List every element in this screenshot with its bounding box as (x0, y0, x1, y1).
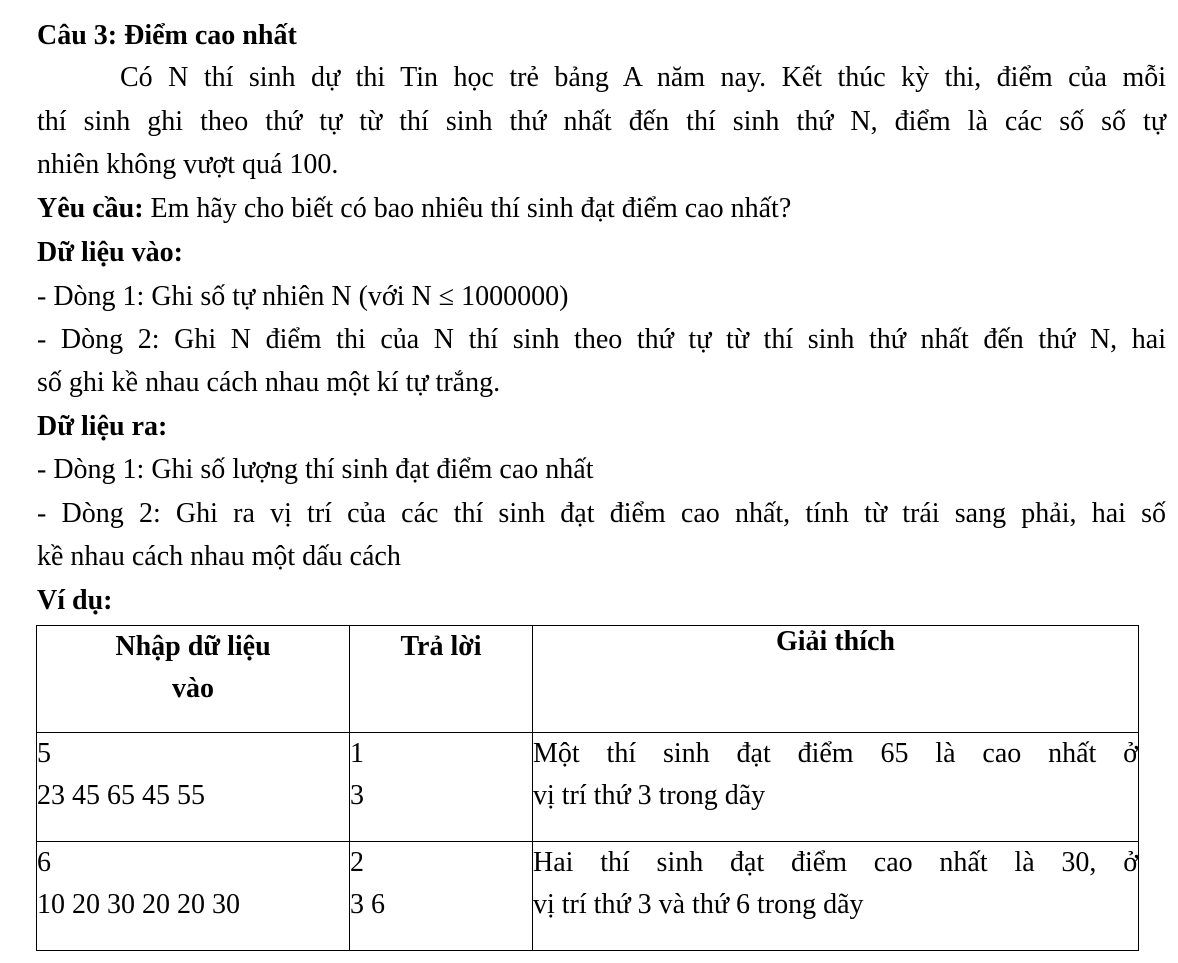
requirement-label: Yêu cầu: (37, 193, 144, 224)
intro-line-1: Có N thí sinh dự thi Tin học trẻ bảng A năm nay. Kết thúc kỳ thi, điểm của mỗi (120, 62, 1166, 93)
header-answer (350, 626, 533, 733)
row-1-explanation (533, 733, 1139, 842)
table-row (37, 842, 1139, 951)
output-heading: Dữ liệu ra: (37, 411, 168, 442)
input-line-2a: - Dòng 2: Ghi N điểm thi của N thí sinh theo thứ tự từ thí sinh thứ nhất đến thứ N, hai (37, 324, 1166, 355)
row-1-answer (350, 733, 533, 842)
header-input-line-1: Nhập dữ liệu (115, 631, 271, 662)
header-explanation (533, 626, 1139, 733)
row-1-answer-line-1: 1 (350, 738, 364, 769)
row-2-explain-line-2: vị trí thứ 3 và thứ 6 trong dãy (533, 889, 864, 920)
row-1-input-line-1: 5 (37, 738, 51, 769)
header-answer-label: Trả lời (400, 631, 482, 662)
row-2-answer-line-1: 2 (350, 847, 364, 878)
output-line-2a: - Dòng 2: Ghi ra vị trí của các thí sinh đạt điểm cao nhất, tính từ trái sang phải, hai số (37, 498, 1166, 529)
row-2-explanation (533, 842, 1139, 951)
output-line-1: - Dòng 1: Ghi số lượng thí sinh đạt điểm cao nhất (37, 454, 594, 485)
output-line-2b: kề nhau cách nhau một dấu cách (37, 541, 401, 572)
row-1-answer-line-2: 3 (350, 780, 364, 811)
intro-line-2: thí sinh ghi theo thứ tự từ thí sinh thứ nhất đến thí sinh thứ N, điểm là các số số tự (37, 106, 1166, 137)
row-1-input (37, 733, 350, 842)
requirement-text: Em hãy cho biết có bao nhiêu thí sinh đạt điểm cao nhất? (143, 193, 792, 224)
header-input-line-2: vào (172, 673, 214, 704)
row-2-input (37, 842, 350, 951)
example-heading: Ví dụ: (37, 585, 113, 616)
table-row (37, 733, 1139, 842)
header-explanation-label: Giải thích (775, 626, 895, 657)
header-input (37, 626, 350, 733)
row-2-explain-line-1: Hai thí sinh đạt điểm cao nhất là 30, ở (533, 847, 1138, 878)
problem-title: Câu 3: Điểm cao nhất (37, 20, 297, 51)
input-line-1: - Dòng 1: Ghi số tự nhiên N (với N ≤ 1000000) (37, 281, 569, 312)
input-heading: Dữ liệu vào: (37, 237, 183, 268)
row-2-input-line-1: 6 (37, 847, 51, 878)
row-2-answer-line-2: 3 6 (350, 889, 385, 920)
intro-line-3: nhiên không vượt quá 100. (37, 149, 339, 180)
row-1-explain-line-2: vị trí thứ 3 trong dãy (533, 780, 766, 811)
row-1-explain-line-1: Một thí sinh đạt điểm 65 là cao nhất ở (533, 738, 1138, 769)
table-header-row (37, 626, 1139, 733)
requirement-paragraph (37, 191, 791, 227)
row-1-input-line-2: 23 45 65 45 55 (37, 780, 205, 811)
example-table (36, 625, 1139, 951)
row-2-input-line-2: 10 20 30 20 20 30 (37, 889, 240, 920)
row-2-answer (350, 842, 533, 951)
input-line-2b: số ghi kề nhau cách nhau một kí tự trắng. (37, 367, 501, 398)
